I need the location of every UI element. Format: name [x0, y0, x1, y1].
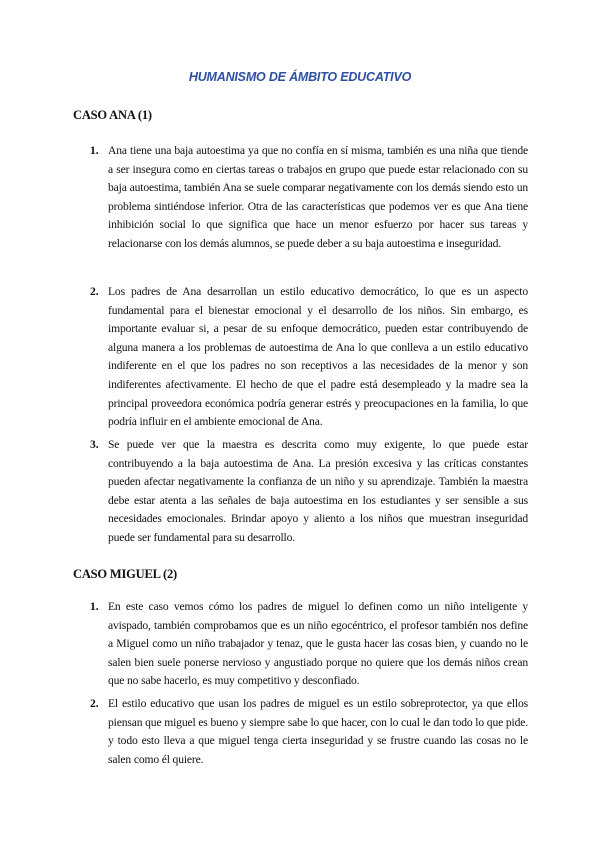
list-item-text: El estilo educativo que usan los padres de miguel es un estilo sobreprotector, ya que ellos piensan que miguel es bueno y siempre sabe lo que hacer, con lo cual le dan todo lo que pide. y todo esto lleva a que miguel tenga cierta inseguridad y se frustre cuando las cosas no le salen como él quiere.: [108, 697, 528, 766]
list-item-text: Ana tiene una baja autoestima ya que no confía en sí misma, también es una niña que tiende a ser insegura como en ciertas tareas o trabajos en grupo que puede estar relacionado con su baja autoestima, también Ana se suele comparar negativamente con los demás siendo esto un problema sintiéndose inferior. Otra de las características que podemos ver es que Ana tiene inhibición social lo que significa que hace un menor esfuerzo por hacer sus tareas y relacionarse con los demás alumnos, se puede deber a su baja autoestima e inseguridad.: [108, 144, 528, 250]
list-item-text: En este caso vemos cómo los padres de miguel lo definen como un niño inteligente y avispado, también comprobamos que es un niño egocéntrico, el profesor también nos define a Miguel como un niño trabajador y tenaz, que le gusta hacer las cosas bien, y cuando no le salen bien suele ponerse nervioso y angustiado porque no quiere que los demás niños crean que no sabe hacerlo, es muy competitivo y desconfiado.: [108, 600, 528, 688]
list-item: [90, 283, 528, 432]
list-item-number: 1.: [90, 600, 99, 613]
list-item: [90, 598, 528, 691]
list-item: [90, 142, 528, 254]
list-item: [90, 695, 528, 769]
section-heading-caso-ana: CASO ANA (1): [73, 108, 152, 122]
list-item-number: 2.: [90, 285, 99, 298]
section-heading-caso-miguel: CASO MIGUEL (2): [73, 567, 177, 581]
document-title: HUMANISMO DE ÁMBITO EDUCATIVO: [188, 70, 412, 84]
list-item-text: Los padres de Ana desarrollan un estilo educativo democrático, lo que es un aspecto fundamental para el bienestar emocional y el desarrollo de los niños. Sin embargo, es importante evaluar si, a pesar de su enfoque democrático, pueden estar contribuyendo de alguna manera a los problemas de autoestima de Ana lo que conlleva a un estilo educativo indiferente en el que los padres no son receptivos a las necesidades de la menor y son indiferentes afectivamente. El hecho de que el padre está desempleado y la madre sea la principal proveedora económica podría generar estrés y preocupaciones en la familia, lo que podría influir en el ambiente emocional de Ana.: [108, 285, 528, 429]
list-item-number: 1.: [90, 144, 99, 157]
list-item-text: Se puede ver que la maestra es descrita como muy exigente, lo que puede estar contribuyendo a la baja autoestima de Ana. La presión excesiva y las críticas constantes pueden afectar negativamente la confianza de un niño y su aprendizaje. También la maestra debe estar atenta a las señales de baja autoestima en los estudiantes y ser sensible a sus necesidades emocionales. Brindar apoyo y aliento a los niños que muestran inseguridad puede ser fundamental para su desarrollo.: [108, 438, 528, 544]
list-item: [90, 436, 528, 548]
list-item-number: 2.: [90, 697, 99, 710]
list-item-number: 3.: [90, 438, 99, 451]
